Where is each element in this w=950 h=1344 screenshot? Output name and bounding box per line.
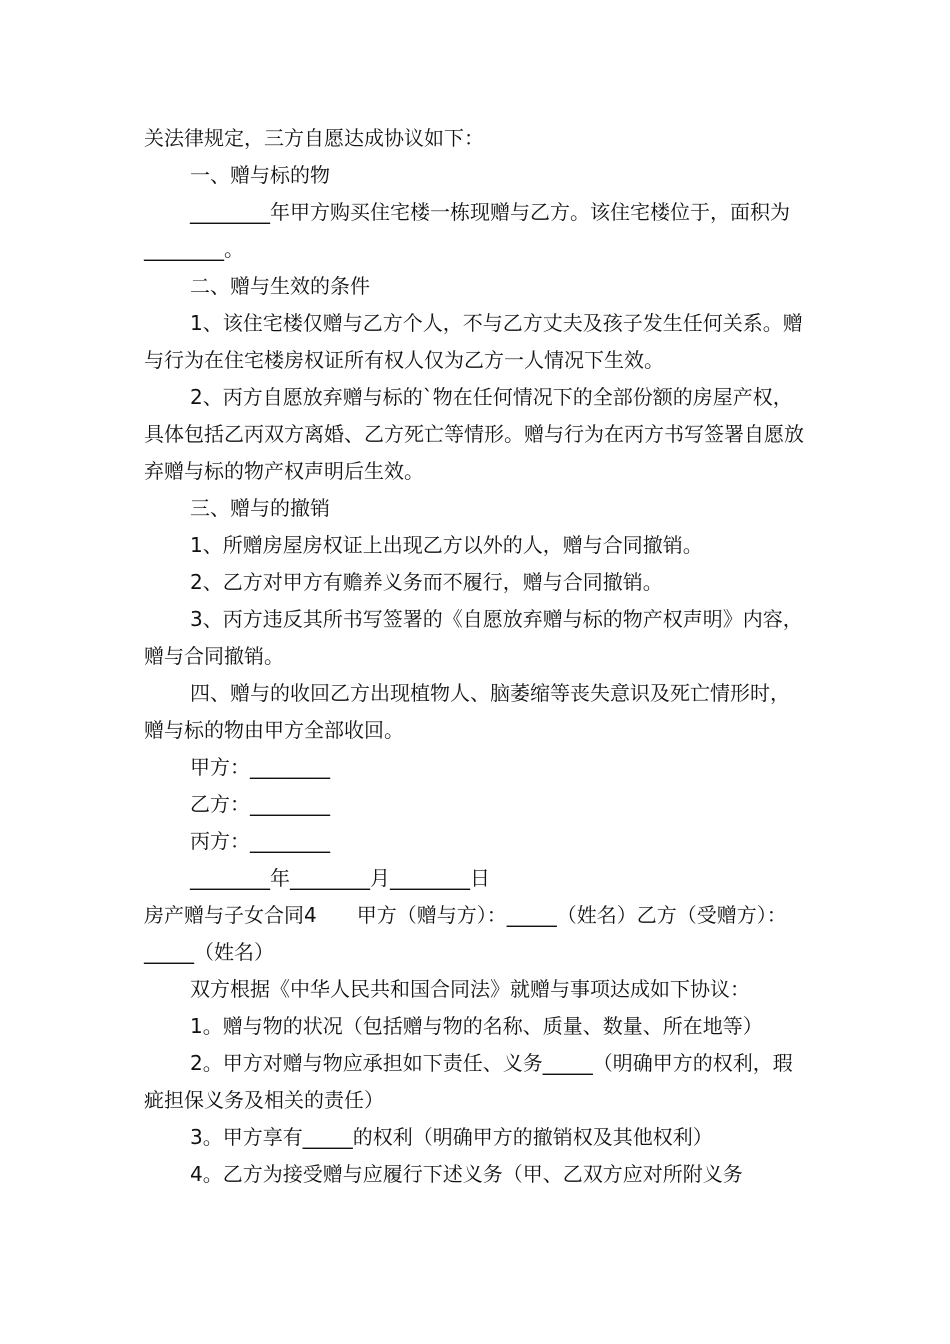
paragraph: 3。甲方享有_____的权利（明确甲方的撤销权及其他权利） <box>190 1125 713 1149</box>
section-heading: 二、赠与生效的条件 <box>190 274 370 298</box>
paragraph: 2、乙方对甲方有赡养义务而不履行，赠与合同撤销。 <box>190 570 663 594</box>
section-heading: 三、赠与的撤销 <box>190 496 330 520</box>
paragraph: 双方根据《中华人民共和国合同法》就赠与事项达成如下协议： <box>190 977 750 1001</box>
paragraph: 4。乙方为接受赠与应履行下述义务（甲、乙双方应对所附义务 <box>190 1162 743 1186</box>
date-line: ________年________月________日 <box>190 866 490 890</box>
paragraph: 3、丙方违反其所书写签署的《自愿放弃赠与标的物产权声明》内容，赠与合同撤销。 <box>144 607 803 668</box>
document-body <box>144 120 809 1193</box>
paragraph: 1、所赠房屋房权证上出现乙方以外的人，赠与合同撤销。 <box>190 533 703 557</box>
signature-line-party-c: 丙方：________ <box>190 829 330 853</box>
paragraph: ________年甲方购买住宅楼一栋现赠与乙方。该住宅楼位于，面积为________。 <box>144 200 790 261</box>
section-heading: 一、赠与标的物 <box>190 163 330 187</box>
paragraph: 关法律规定，三方自愿达成协议如下： <box>144 126 484 150</box>
paragraph: 四、赠与的收回乙方出现植物人、脑萎缩等丧失意识及死亡情形时，赠与标的物由甲方全部收回。 <box>144 681 790 742</box>
signature-line-party-b: 乙方：________ <box>190 792 330 816</box>
paragraph: 1。赠与物的状况（包括赠与物的名称、质量、数量、所在地等） <box>190 1014 763 1038</box>
contract-title-line: 房产赠与子女合同4 甲方（赠与方）：_____（姓名）乙方（受赠方）：_____（姓名） <box>144 903 787 964</box>
paragraph: 1、该住宅楼仅赠与乙方个人，不与乙方丈夫及孩子发生任何关系。赠与行为在住宅楼房权证所有权人仅为乙方一人情况下生效。 <box>144 311 803 372</box>
paragraph: 2、丙方自愿放弃赠与标的`物在任何情况下的全部份额的房屋产权，具体包括乙丙双方离婚、乙方死亡等情形。赠与行为在丙方书写签署自愿放弃赠与标的物产权声明后生效。 <box>144 385 804 483</box>
paragraph: 2。甲方对赠与物应承担如下责任、义务_____（明确甲方的权利，瑕疵担保义务及相关的责任） <box>144 1051 793 1112</box>
signature-line-party-a: 甲方：________ <box>190 755 330 779</box>
